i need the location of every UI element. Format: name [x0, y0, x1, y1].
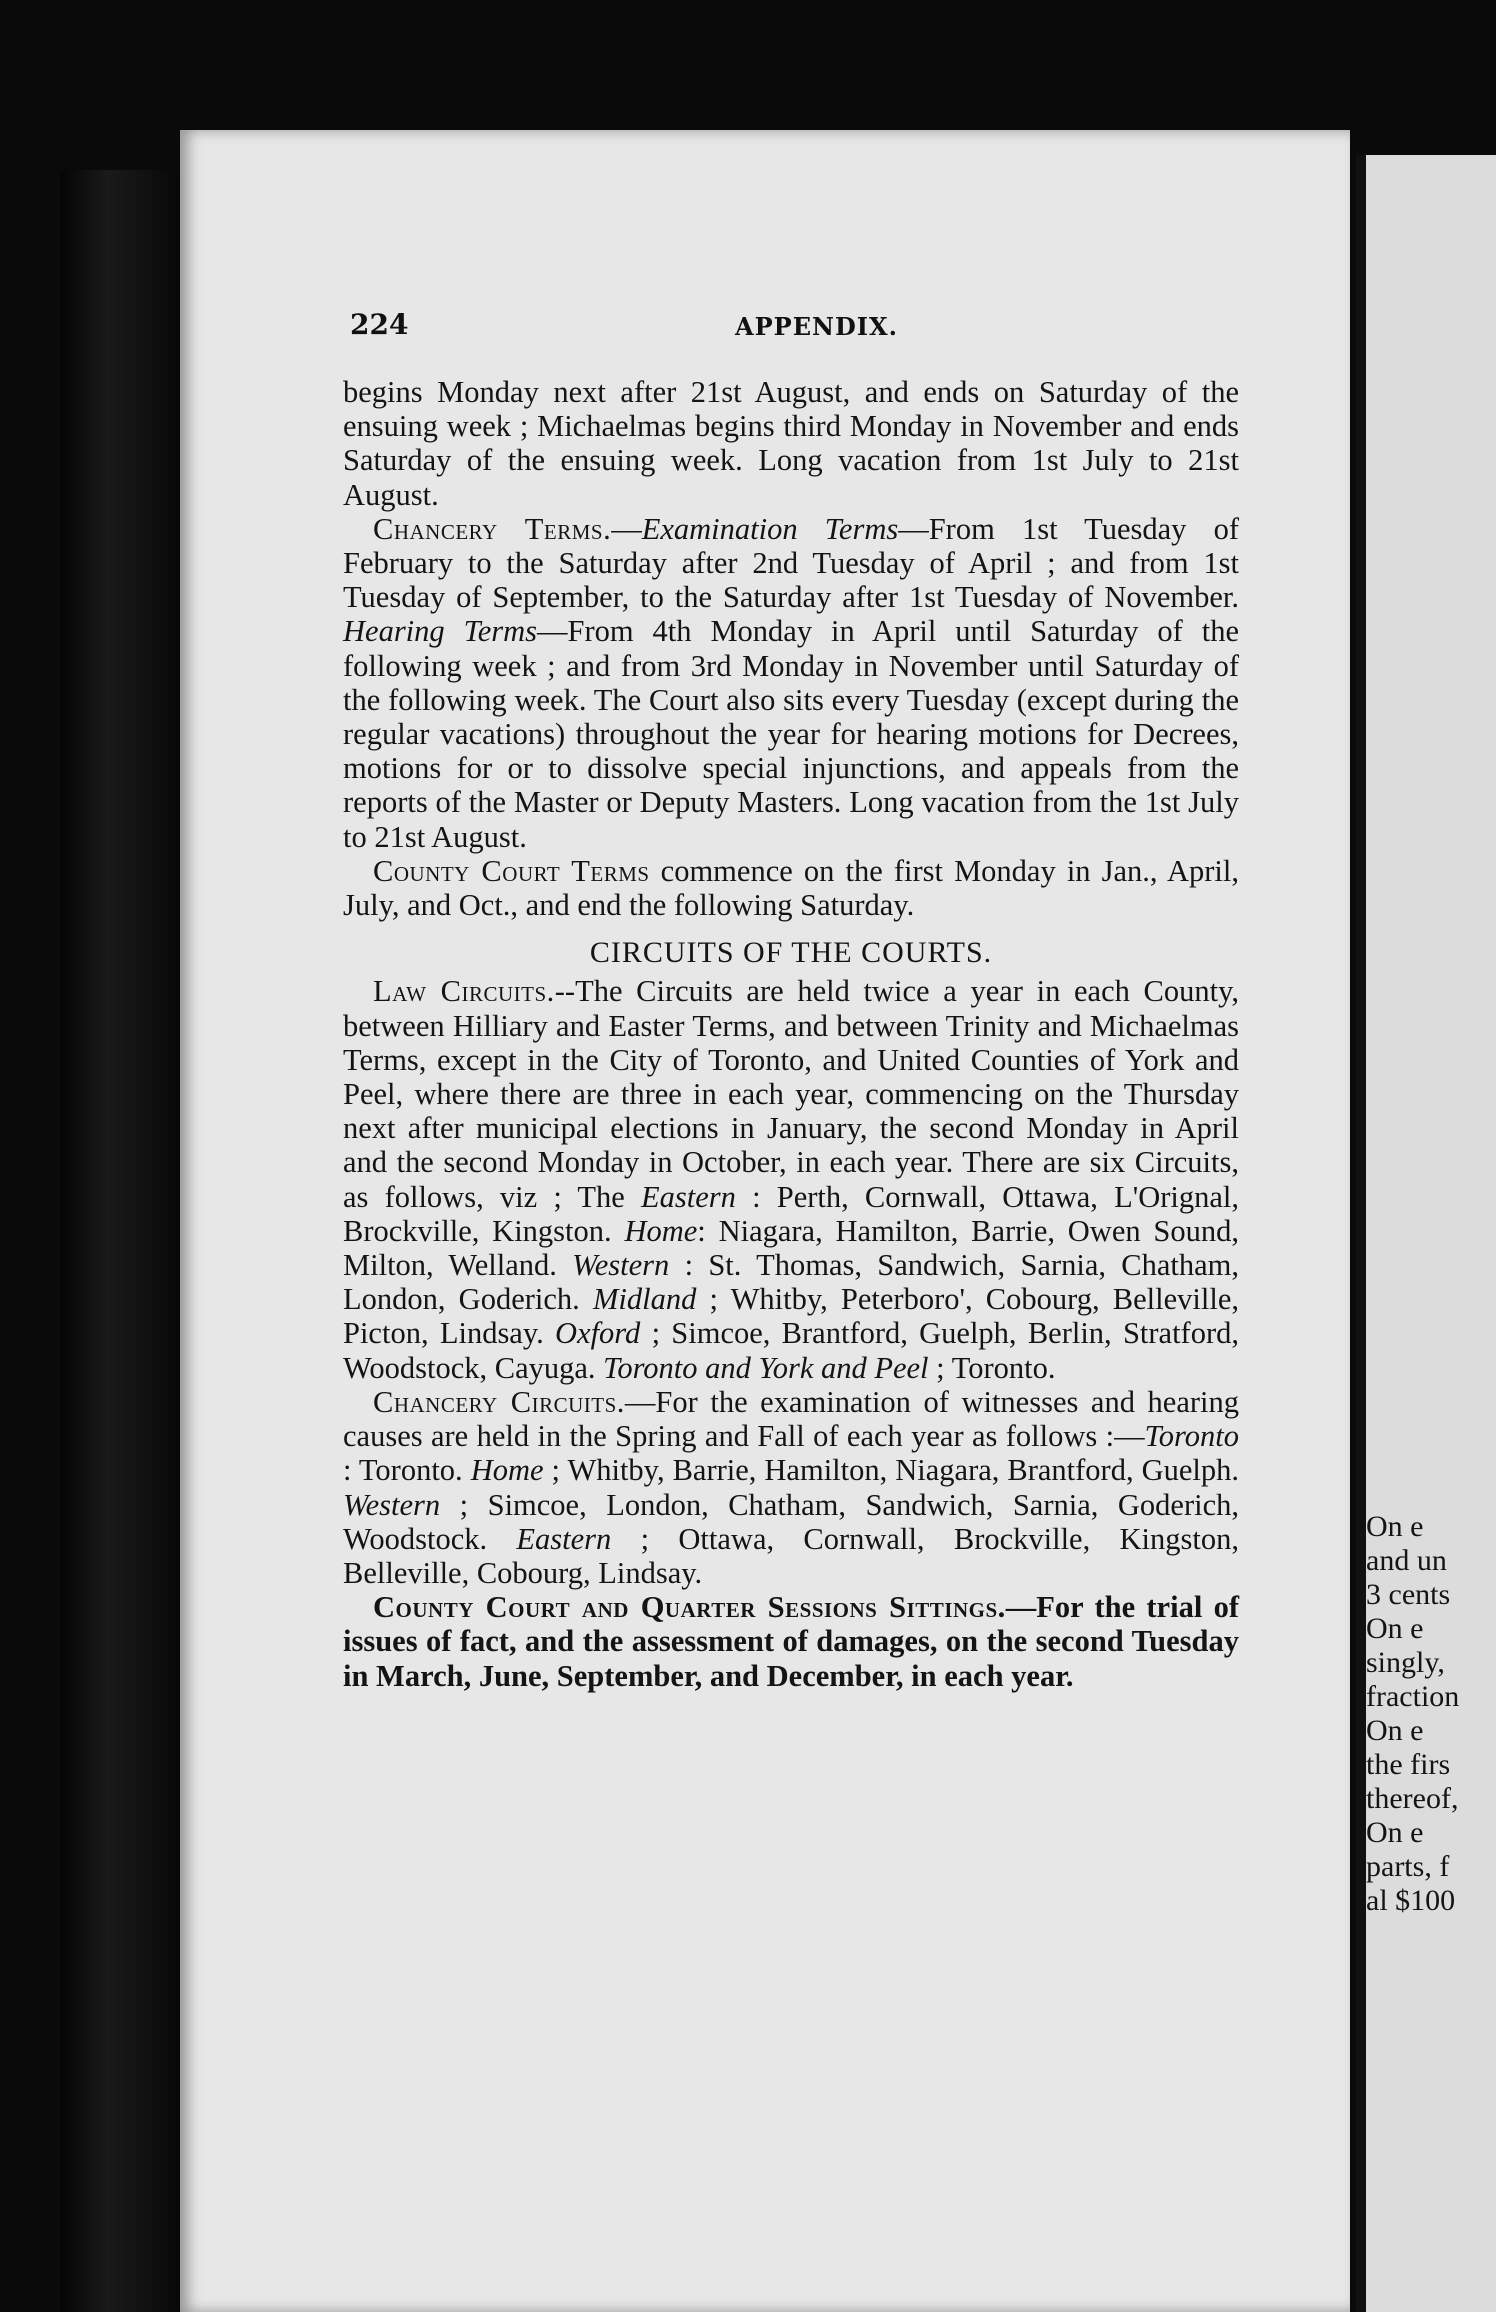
chancery-circuits-text: —For the examination of witnesses and hearing causes are held in the Spring and Fall of each year as follows :— — [343, 1384, 1239, 1454]
circuit-oxford-towns: ; Simcoe, Brantford, Guelph, Berlin, Stratford, Woodstock, Cayuga. — [343, 1316, 1239, 1385]
circuit-midland-label: Midland — [592, 1282, 697, 1317]
adjacent-line: On e — [1366, 1510, 1424, 1543]
adjacent-line: On e — [1366, 1612, 1424, 1645]
adjacent-line: singly, — [1366, 1646, 1445, 1679]
circuit-eastern-label: Eastern — [641, 1179, 736, 1214]
chancery-toronto-label: Toronto — [1144, 1419, 1239, 1454]
chancery-eastern-towns: ; Ottawa, Cornwall, Brockville, Kingston, Belleville, Cobourg, Lindsay. — [343, 1521, 1239, 1590]
quarter-sessions-lead: County Court and Quarter Sessions Sittings. — [373, 1590, 1006, 1625]
chancery-western-towns: ; Simcoe, London, Chatham, Sandwich, Sarnia, Goderich, Woodstock. — [343, 1487, 1239, 1556]
chancery-circuits-lead: Chancery Circuits. — [373, 1384, 625, 1419]
law-circuits-text: --The Circuits are held twice a year in each County, between Hilliary and Easter Terms, and between Trinity and Michaelmas Terms, except in the City of Toronto, and United Counties of York and Peel, where there are three in each year, commencing on the Thursday next after municipal elections in January, the second Monday in April and the second Monday in October, in each year. There are six Circuits, as follows, viz ; The — [343, 974, 1240, 1214]
law-circuits-lead: Law Circuits. — [373, 974, 555, 1009]
book-page — [180, 130, 1350, 2312]
book-spine — [60, 170, 180, 2312]
circuit-western-towns: : St. Thomas, Sandwich, Sarnia, Chatham, London, Goderich. — [343, 1248, 1239, 1317]
adjacent-page — [1356, 155, 1496, 2312]
dash: — — [611, 511, 642, 546]
chancery-western-label: Western — [343, 1487, 441, 1522]
chancery-toronto-towns: : Toronto. — [343, 1453, 471, 1488]
circuit-home-label: Home — [624, 1213, 698, 1248]
circuit-western-label: Western — [572, 1248, 670, 1283]
adjacent-line: 3 cents — [1366, 1578, 1451, 1611]
adjacent-line: al $100 — [1366, 1884, 1456, 1917]
circuit-oxford-label: Oxford — [555, 1316, 641, 1351]
adjacent-line: On e — [1366, 1816, 1424, 1849]
chancery-terms-lead: Chancery Terms. — [373, 511, 612, 546]
county-court-terms-lead: County Court Terms — [373, 853, 650, 888]
paragraph-law-circuits — [343, 974, 1239, 1384]
hearing-terms-label: Hearing Terms — [343, 614, 538, 649]
chancery-home-towns: ; Whitby, Barrie, Hamilton, Niagara, Brantford, Guelph. — [543, 1453, 1239, 1488]
circuit-eastern-towns: : Perth, Cornwall, Ottawa, L'Orignal, Brockville, Kingston. — [343, 1179, 1240, 1248]
circuit-toronto-label: Toronto and York and Peel — [603, 1350, 929, 1385]
circuit-midland-towns: ; Whitby, Peterboro', Cobourg, Belleville, Picton, Lindsay. — [343, 1282, 1239, 1351]
paragraph-chancery-terms — [343, 512, 1239, 854]
chancery-terms-text: —From 1st Tuesday of February to the Saturday after 2nd Tuesday of April ; and from 1st Tuesday of September, to the Saturday after 1st Tuesday of November. — [343, 511, 1239, 615]
page-body — [343, 375, 1239, 1693]
paragraph-terms-continued: begins Monday next after 21st August, and ends on Saturday of the ensuing week ; Michaelmas begins third Monday in November and ends Saturday of the ensuing week. Long vacation from 1st July to 21st August. — [343, 375, 1239, 512]
circuit-toronto-towns: ; Toronto. — [928, 1350, 1056, 1385]
paragraph-chancery-circuits — [343, 1385, 1239, 1590]
adjacent-line: fraction — [1366, 1680, 1460, 1713]
examination-terms-label: Examination Terms — [641, 511, 899, 546]
adjacent-line: the firs — [1366, 1748, 1451, 1781]
adjacent-line: On e — [1366, 1714, 1424, 1747]
chancery-terms-rest: —From 4th Monday in April until Saturday of the following week ; and from 3rd Monday in November until Saturday of the following week. The Court also sits every Tuesday (except during the regular vacations) throughout the year for hearing motions for Decrees, motions for or to dissolve special injunctions, and appeals from the reports of the Master or Deputy Masters. Long vacation from the 1st July to 21st August. — [343, 614, 1240, 854]
chancery-eastern-label: Eastern — [516, 1521, 612, 1556]
paragraph-quarter-sessions — [343, 1590, 1239, 1693]
adjacent-line: and un — [1366, 1544, 1447, 1577]
adjacent-line: thereof, — [1366, 1782, 1459, 1815]
adjacent-line: parts, f — [1366, 1850, 1450, 1883]
paragraph-county-court-terms — [343, 854, 1239, 922]
running-title: APPENDIX. — [735, 312, 898, 341]
adjacent-page-text — [1366, 1510, 1496, 1918]
quarter-sessions-text: —For the trial of issues of fact, and the assessment of damages, on the second Tuesday in March, June, September, and December, in each year. — [343, 1590, 1239, 1693]
county-court-terms-text: commence on the first Monday in Jan., April, July, and Oct., and end the following Saturday. — [343, 853, 1239, 923]
circuit-home-towns: : Niagara, Hamilton, Barrie, Owen Sound, Milton, Welland. — [343, 1213, 1240, 1283]
page-number: 224 — [350, 308, 409, 341]
running-head — [180, 308, 1350, 348]
section-heading: CIRCUITS OF THE COURTS. — [589, 936, 993, 970]
chancery-home-label: Home — [470, 1453, 544, 1488]
